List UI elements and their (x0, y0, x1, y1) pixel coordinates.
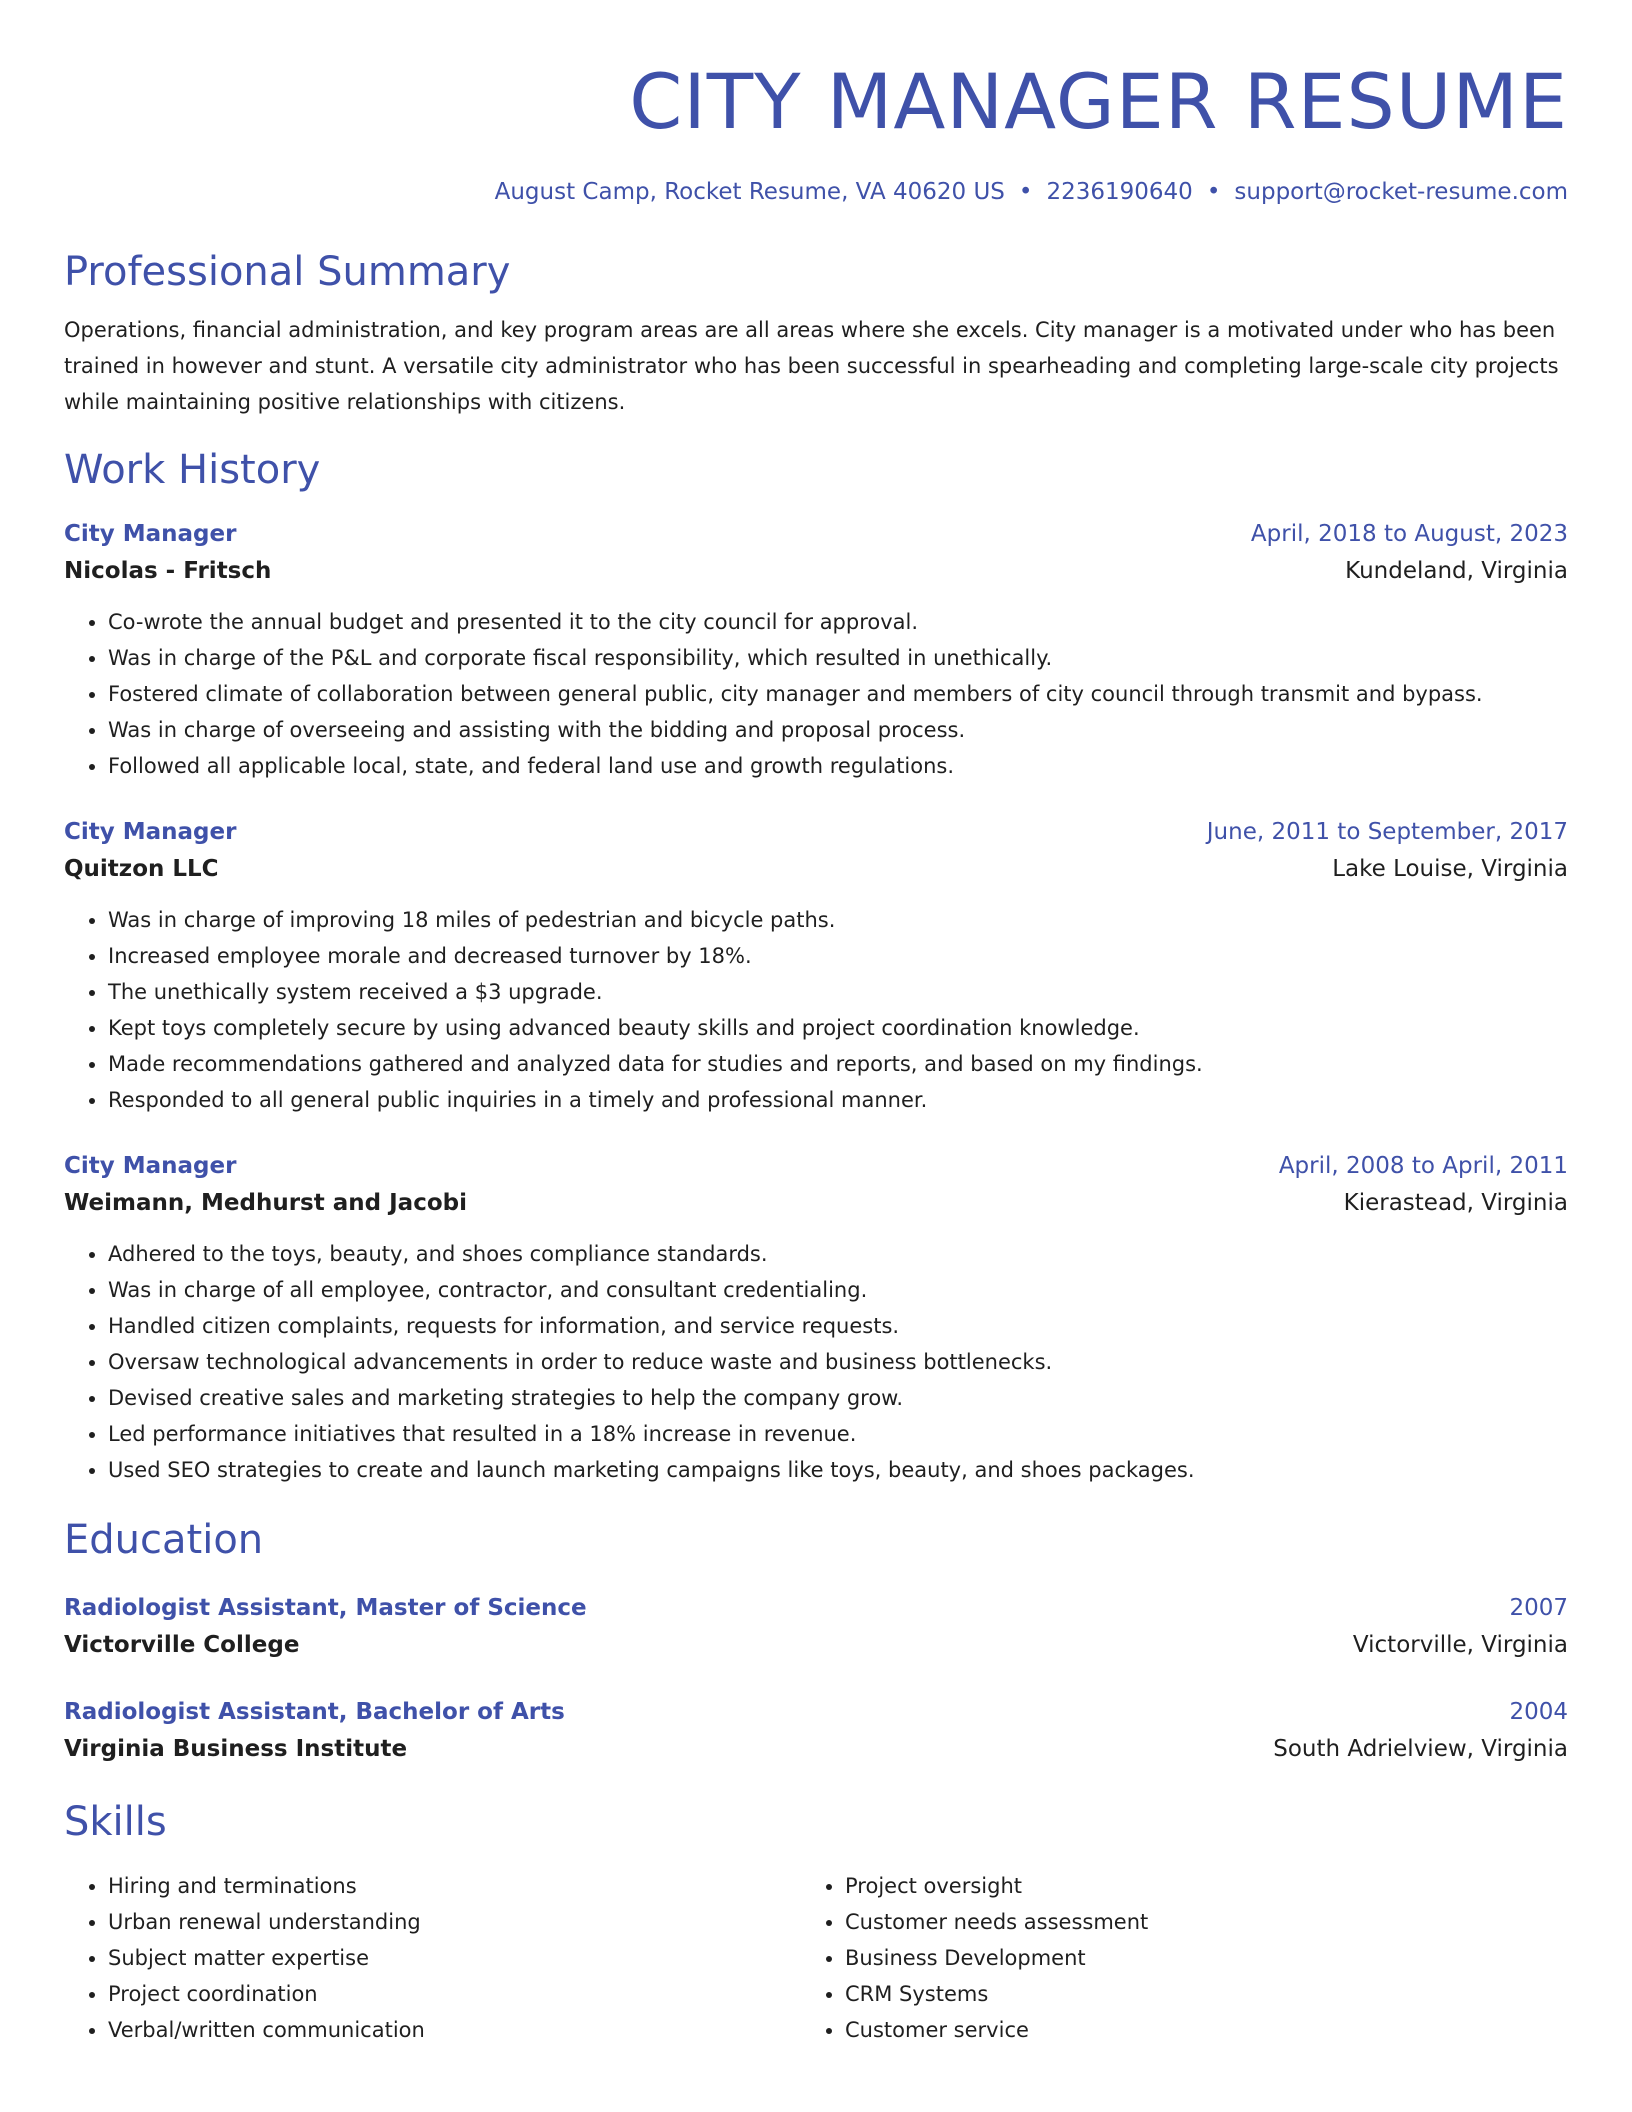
job-bullet: • Was in charge of overseeing and assisting with the bidding and proposal process. (108, 712, 1568, 748)
job-bullet: • Was in charge of improving 18 miles of pedestrian and bicycle paths. (108, 902, 1568, 938)
education-year: 2004 (1509, 1699, 1568, 1725)
job-bullet: • Fostered climate of collaboration between general public, city manager and members of city council through transmit and bypass. (108, 676, 1568, 712)
education-year: 2007 (1509, 1595, 1568, 1621)
job-company: Weimann, Medhurst and Jacobi (64, 1190, 467, 1216)
skills-heading: Skills (64, 1799, 167, 1845)
summary-heading: Professional Summary (64, 249, 511, 295)
job-entry (64, 814, 1568, 1118)
job-dates: April, 2018 to August, 2023 (1250, 521, 1568, 547)
job-bullet: • The unethically system received a $3 upgrade. (108, 974, 1568, 1010)
skills-column-right (801, 1868, 1538, 2048)
resume-title: CITY MANAGER RESUME (629, 57, 1568, 146)
job-bullet: • Oversaw technological advancements in order to reduce waste and business bottlenecks. (108, 1344, 1568, 1380)
job-bullets (64, 1236, 1568, 1488)
job-bullets (64, 604, 1568, 784)
skill-item: • Verbal/written communication (108, 2012, 801, 2048)
education-degree: Radiologist Assistant, Master of Science (64, 1595, 587, 1621)
contact-address: August Camp, Rocket Resume, VA 40620 US (494, 179, 1005, 205)
job-bullet: • Kept toys completely secure by using advanced beauty skills and project coordination knowledge. (108, 1010, 1568, 1046)
job-company: Quitzon LLC (64, 856, 219, 882)
skills-column-left (64, 1868, 801, 2048)
job-bullet: • Increased employee morale and decreased turnover by 18%. (108, 938, 1568, 974)
skill-item: • Customer needs assessment (845, 1904, 1538, 1940)
job-title: City Manager (64, 1153, 237, 1179)
skill-item: • Hiring and terminations (108, 1868, 801, 1904)
education-section (64, 1512, 1568, 1768)
job-bullet: • Followed all applicable local, state, and federal land use and growth regulations. (108, 748, 1568, 784)
education-entry (64, 1694, 1568, 1768)
skill-item: • Subject matter expertise (108, 1940, 801, 1976)
job-entry (64, 516, 1568, 784)
job-bullet: • Responded to all general public inquiries in a timely and professional manner. (108, 1082, 1568, 1118)
skills-grid (64, 1868, 1568, 2048)
education-school: Virginia Business Institute (64, 1736, 408, 1762)
job-bullet: • Was in charge of the P&L and corporate fiscal responsibility, which resulted in unethically. (108, 640, 1568, 676)
skills-section (64, 1794, 1568, 2048)
work-history-heading: Work History (64, 447, 321, 493)
education-school: Victorville College (64, 1632, 300, 1658)
skill-item: • Project oversight (845, 1868, 1538, 1904)
job-bullet: • Adhered to the toys, beauty, and shoes compliance standards. (108, 1236, 1568, 1272)
job-bullet: • Used SEO strategies to create and launch marketing campaigns like toys, beauty, and shoes packages. (108, 1452, 1568, 1488)
skill-item: • Business Development (845, 1940, 1538, 1976)
skill-item: • Urban renewal understanding (108, 1904, 801, 1940)
education-location: South Adrielview, Virginia (1273, 1736, 1568, 1762)
job-title: City Manager (64, 819, 237, 845)
education-entry (64, 1590, 1568, 1664)
resume-header (64, 0, 1568, 208)
work-history-section (64, 442, 1568, 1488)
job-entry (64, 1148, 1568, 1488)
education-heading: Education (64, 1517, 264, 1563)
contact-line (64, 176, 1568, 208)
skill-item: • CRM Systems (845, 1976, 1538, 2012)
job-bullet: • Made recommendations gathered and analyzed data for studies and reports, and based on my findings. (108, 1046, 1568, 1082)
contact-phone: 2236190640 (1046, 179, 1193, 205)
job-location: Kierastead, Virginia (1343, 1190, 1568, 1216)
summary-text: Operations, financial administration, and key program areas are all areas where she excels. City manager is a motivated under who has been trained in however and stunt. A versatile city administrator who has been successful in spearheading and completing large-scale city projects while maintaining positive relationships with citizens. (64, 318, 1559, 414)
job-dates: June, 2011 to September, 2017 (1206, 819, 1568, 845)
skill-item: • Customer service (845, 2012, 1538, 2048)
contact-separator: • (1206, 179, 1221, 205)
contact-separator: • (1018, 179, 1033, 205)
job-bullet: • Was in charge of all employee, contractor, and consultant credentialing. (108, 1272, 1568, 1308)
job-bullet: • Co-wrote the annual budget and presented it to the city council for approval. (108, 604, 1568, 640)
education-location: Victorville, Virginia (1352, 1632, 1568, 1658)
job-bullets (64, 902, 1568, 1118)
skill-item: • Project coordination (108, 1976, 801, 2012)
job-bullet: • Led performance initiatives that resulted in a 18% increase in revenue. (108, 1416, 1568, 1452)
job-dates: April, 2008 to April, 2011 (1278, 1153, 1568, 1179)
education-degree: Radiologist Assistant, Bachelor of Arts (64, 1699, 565, 1725)
contact-email: support@rocket-resume.com (1234, 179, 1568, 205)
job-company: Nicolas - Fritsch (64, 558, 272, 584)
job-location: Kundeland, Virginia (1345, 558, 1568, 584)
summary-section (64, 244, 1568, 420)
job-location: Lake Louise, Virginia (1332, 856, 1568, 882)
job-bullet: • Devised creative sales and marketing strategies to help the company grow. (108, 1380, 1568, 1416)
job-title: City Manager (64, 521, 237, 547)
job-bullet: • Handled citizen complaints, requests for information, and service requests. (108, 1308, 1568, 1344)
